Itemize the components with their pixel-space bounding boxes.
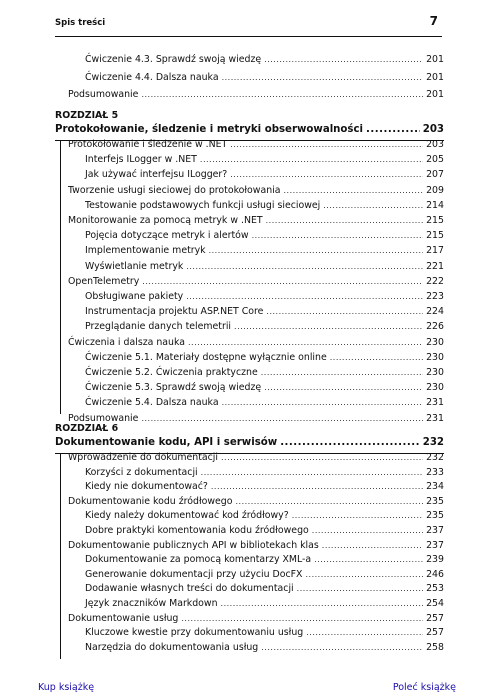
entry-page: 230 [426,367,444,378]
entry-page: 230 [426,336,444,348]
entry-page: 209 [426,184,444,196]
entry-page: 215 [426,215,444,226]
dot-leader [312,526,423,535]
entry-title: OpenTelemetry [68,275,140,287]
dot-leader [186,292,423,301]
entry-title: Pojęcia dotyczące metryk i alertów [85,230,249,242]
chapter-label: ROZDZIAŁ 6 [55,423,119,434]
entry-title: Dobre praktyki komentowania kodu źródłowego [85,525,309,536]
chapter-title: Dokumentowanie kodu, API i serwisów [55,437,278,448]
entry-page: 253 [426,583,444,595]
dot-leader [186,262,423,271]
dot-leader [201,468,423,477]
entry-page: 235 [426,495,444,507]
toc-entry[interactable] [85,583,444,598]
chapter-title: Protokołowanie, śledzenie i metryki obserwowalności [55,124,364,135]
dot-leader [222,73,424,82]
dot-leader [141,90,423,99]
entry-title: Ćwiczenie 4.3. Sprawdź swoją wiedzę [85,54,262,65]
entry-title: Ćwiczenie 4.4. Dalsza nauka [85,71,219,83]
toc-entry[interactable] [68,413,444,428]
entry-page: 205 [426,154,444,166]
recommend-book-link[interactable]: Poleć książkę [392,682,456,693]
entry-page: 230 [426,382,444,394]
toc-entry[interactable] [85,467,444,482]
entry-title: Interfejs ILogger w .NET [85,154,197,166]
entry-page: 237 [426,539,444,551]
entry-page: 201 [426,89,444,100]
entry-title: Dodawanie własnych treści do dokumentacji [85,583,294,595]
dot-leader [280,437,420,448]
toc-entry[interactable] [85,510,444,525]
toc-entry[interactable] [68,185,444,200]
toc-entry[interactable] [85,525,444,540]
entry-title: Tworzenie usługi sieciowej do protokołowania [68,184,281,196]
entry-page: 232 [426,452,444,463]
toc-entry[interactable] [85,154,444,169]
entry-page: 239 [426,554,444,566]
chapter-rule [60,454,61,659]
dot-leader [314,555,423,564]
dot-leader [252,231,424,240]
toc-entry[interactable] [85,397,444,412]
toc-entry[interactable] [68,215,444,230]
dot-leader [234,322,423,331]
entry-page: 231 [426,397,444,409]
entry-title: Obsługiwane pakiety [85,291,184,302]
entry-title: Podsumowanie [68,412,139,424]
toc-entry[interactable] [68,452,444,467]
entry-page: 201 [426,71,444,83]
toc-entry[interactable] [85,72,444,87]
entry-title: Przeglądanie danych telemetrii [85,321,232,333]
toc-entry[interactable] [68,139,444,154]
dot-leader [188,338,423,347]
dot-leader [141,414,423,423]
toc-entry[interactable] [85,481,444,496]
entry-title: Testowanie podstawowych funkcji usługi sieciowej [85,199,321,211]
dot-leader [261,643,423,652]
entry-title: Kiedy należy dokumentować kod źródłowy? [85,510,289,522]
entry-page: 226 [426,321,444,333]
entry-title: Ćwiczenie 5.3. Sprawdź swoją wiedzę [85,382,262,394]
page-number: 7 [429,14,438,28]
dot-leader [264,55,423,64]
dot-leader [221,599,424,608]
toc-entry[interactable] [68,337,444,352]
entry-page: 215 [426,230,444,242]
entry-title: Dokumentowanie kodu źródłowego [68,495,233,507]
toc-entry[interactable] [68,540,444,555]
entry-title: Jak używać interfejsu ILogger? [85,169,228,181]
entry-title: Ćwiczenie 5.4. Dalsza nauka [85,397,219,409]
toc-entry[interactable] [85,627,444,642]
entry-page: 257 [426,627,444,639]
toc-entry[interactable] [85,54,444,69]
toc-entry[interactable] [85,598,444,613]
toc-entry[interactable] [85,382,444,397]
dot-leader [230,170,423,179]
entry-page: 231 [426,412,444,424]
entry-title: Kiedy nie dokumentować? [85,481,208,493]
entry-page: 223 [426,291,444,302]
entry-title: Wprowadzenie do dokumentacji [68,452,219,463]
entry-title: Kluczowe kwestie przy dokumentowaniu usług [85,627,304,639]
dot-leader [306,628,423,637]
dot-leader [261,368,423,377]
buy-book-link[interactable]: Kup książkę [38,682,95,693]
page-header [55,12,442,37]
dot-leader [297,584,423,593]
chapter-rule [60,141,61,414]
toc-entry[interactable] [85,200,444,215]
entry-page: 224 [426,306,444,318]
toc-entry[interactable] [85,554,444,569]
dot-leader [264,383,423,392]
entry-title: Ćwiczenia i dalsza nauka [68,336,185,348]
entry-title: Instrumentacja projektu ASP.NET Core [85,306,264,318]
dot-leader [222,398,424,407]
toc-entry[interactable] [85,291,444,306]
chapter-label: ROZDZIAŁ 5 [55,110,119,121]
dot-leader [292,511,423,520]
dot-leader [211,482,423,491]
toc-entry[interactable] [85,230,444,245]
dot-leader [230,140,423,149]
entry-title: Narzędzia do dokumentowania usług [85,641,259,653]
toc-entry[interactable] [68,613,444,628]
entry-page: 254 [426,598,444,609]
toc-entry[interactable] [68,89,444,104]
dot-leader [284,186,424,195]
entry-page: 214 [426,199,444,211]
toc-entry[interactable] [85,245,444,260]
entry-title: Dokumentowanie usług [68,612,179,624]
running-header-title: Spis treści [55,18,106,28]
entry-page: 221 [426,260,444,272]
entry-title: Język znaczników Markdown [85,598,218,609]
dot-leader [305,570,423,579]
toc-entry[interactable] [85,169,444,184]
entry-page: 222 [426,275,444,287]
entry-page: 234 [426,481,444,493]
entry-title: Monitorowanie za pomocą metryk w .NET [68,215,263,226]
entry-title: Podsumowanie [68,89,139,100]
toc-entry[interactable] [68,276,444,291]
toc-entry[interactable] [85,352,444,367]
entry-title: Protokołowanie i śledzenie w .NET [68,139,228,150]
toc-entry[interactable] [85,367,444,382]
dot-leader [142,277,423,286]
entry-page: 203 [426,139,444,150]
dot-leader [235,497,423,506]
chapter-page: 232 [422,437,444,448]
dot-leader [200,155,423,164]
toc-entry[interactable] [85,261,444,276]
toc-entry[interactable] [85,306,444,321]
dot-leader [221,453,423,462]
toc-entry[interactable] [68,496,444,511]
chapter-page: 203 [422,124,444,135]
entry-page: 237 [426,525,444,536]
entry-page: 201 [426,54,444,65]
entry-title: Generowanie dokumentacji przy użyciu DocFX [85,568,303,580]
dot-leader [266,216,423,225]
toc-entry[interactable] [85,569,444,584]
entry-page: 258 [426,641,444,653]
dot-leader [323,201,423,210]
entry-page: 217 [426,245,444,257]
dot-leader [181,614,423,623]
dot-leader [366,124,420,135]
entry-page: 235 [426,510,444,522]
entry-page: 233 [426,466,444,478]
toc-entry[interactable] [85,321,444,336]
dot-leader [322,541,423,550]
entry-page: 207 [426,169,444,181]
dot-leader [209,246,424,255]
entry-title: Ćwiczenie 5.2. Ćwiczenia praktyczne [85,367,258,378]
entry-page: 257 [426,612,444,624]
entry-page: 246 [426,568,444,580]
entry-title: Dokumentowanie za pomocą komentarzy XML-a [85,554,312,566]
entry-title: Dokumentowanie publicznych API w bibliotekach klas [68,539,319,551]
entry-title: Wyświetlanie metryk [85,260,184,272]
toc-entry[interactable] [85,642,444,657]
entry-title: Implementowanie metryk [85,245,206,257]
entry-title: Ćwiczenie 5.1. Materiały dostępne wyłącznie online [85,351,327,363]
entry-title: Korzyści z dokumentacji [85,466,198,478]
dot-leader [266,307,423,316]
dot-leader [330,353,423,362]
entry-page: 230 [426,351,444,363]
